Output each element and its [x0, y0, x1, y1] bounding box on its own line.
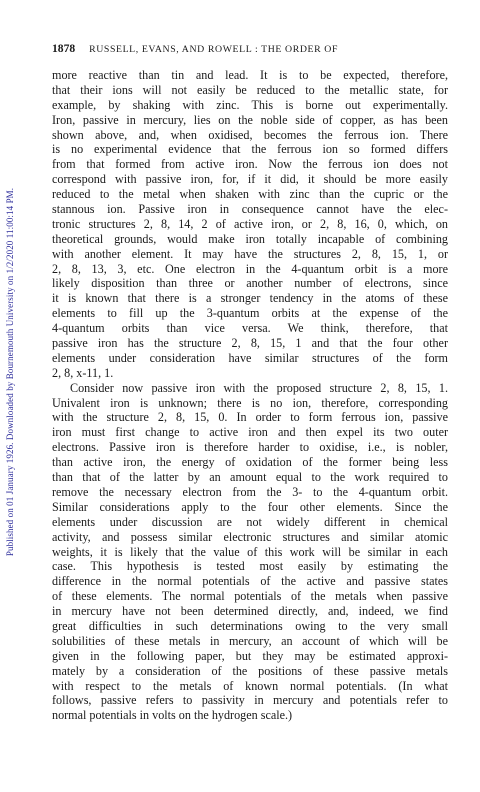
text-line: than that of the latter by an amount equal to the work required to [52, 470, 448, 485]
text-line: more reactive than tin and lead. It is to be expected, therefore, [52, 68, 448, 82]
text-line: Similar considerations apply to the four other elements. Since the [52, 499, 448, 514]
text-line: follows, passive refers to passivity in mercury and potentials refer to [52, 693, 448, 708]
text-line: 2, 8, 13, 3, etc. One electron in the 4-quantum orbit is a more [52, 261, 448, 276]
text-line: iron must first change to active iron and then expel its two outer [52, 425, 448, 440]
text-line: electrons. Passive iron is therefore harder to oxidise, i.e., is nobler, [52, 440, 448, 455]
text-line: with the structure 2, 8, 15, 0. In order to form ferrous ion, passive [52, 410, 448, 425]
text-line: passive iron has the structure 2, 8, 15, 1 and that the four other [52, 336, 448, 351]
text-line: mately by a consideration of the positions of these passive metals [52, 663, 448, 678]
text-line: case. This hypothesis is tested most easily by estimating the [52, 559, 448, 574]
text-line: 4-quantum orbits than vice versa. We think, therefore, that [52, 321, 448, 336]
text-line: likely disposition than three or another number of electrons, since [52, 276, 448, 291]
text-line: stannous ion. Passive iron in consequence cannot have the elec- [52, 202, 448, 217]
text-line: Iron, passive in mercury, lies on the noble side of copper, as has been [52, 112, 448, 127]
text-line: normal potentials in volts on the hydrogen scale.) [52, 708, 293, 723]
text-line: given in the following paper, but they may be estimated approxi- [52, 648, 448, 663]
text-line: weights, it is likely that the value of this work will be similar in each [52, 544, 448, 559]
text-line: example, by shaking with zinc. This is borne out experimentally. [52, 97, 448, 112]
text-line: solubilities of these metals in mercury, an account of which will be [52, 633, 448, 648]
download-watermark [3, 72, 18, 672]
text-line: that their ions will not easily be reduced to the metallic state, for [52, 82, 448, 97]
text-line: elements to fill up the 3-quantum orbits at the expense of the [52, 306, 448, 321]
text-line: elements under discussion are not widely different in chemical [52, 514, 448, 529]
text-line: shown above, and, when oxidised, becomes the ferrous ion. There [52, 127, 448, 142]
text-line: of these elements. The normal potentials of the metals when passive [52, 589, 448, 604]
text-line: Consider now passive iron with the proposed structure 2, 8, 15, 1. [70, 380, 448, 395]
text-line: difference in the normal potentials of the active and passive states [52, 574, 448, 589]
text-line: remove the necessary electron from the 3- to the 4-quantum orbit. [52, 484, 448, 499]
text-line: with another element. It may have the structures 2, 8, 15, 1, or [52, 246, 448, 261]
article-body [52, 68, 448, 723]
text-line: activity, and possess similar electronic structures and similar atomic [52, 529, 448, 544]
text-line: it is known that there is a stronger tendency in the atoms of these [52, 291, 448, 306]
running-title: RUSSELL, EVANS, AND ROWELL : THE ORDER OF [89, 44, 339, 55]
download-watermark-text: Published on 01 January 1926. Downloaded by Bournemouth University on 1/2/2020 11:00:14 PM. [5, 187, 15, 557]
text-line: tronic structures 2, 8, 14, 2 of active iron, or 2, 8, 16, 0, which, on [52, 216, 448, 231]
page-header [52, 42, 452, 58]
text-line: from that formed from active iron. Now the ferrous ion does not [52, 157, 448, 172]
text-line: Univalent iron is unknown; there is no ion, therefore, corresponding [52, 395, 448, 410]
text-line: great difficulties in such determinations owing to the very small [52, 618, 448, 633]
text-line: theoretical grounds, would make iron totally incapable of combining [52, 231, 448, 246]
page-number: 1878 [52, 42, 76, 55]
text-line: is no experimental evidence that the ferrous ion so formed differs [52, 142, 448, 157]
text-line: reduced to the metal when shaken with zinc than the cupric or the [52, 187, 448, 202]
text-line: elements under consideration have similar structures of the form [52, 350, 448, 365]
text-line: with respect to the metals of known normal potentials. (In what [52, 678, 448, 693]
text-line: correspond with passive iron, for, if it did, it should be more easily [52, 172, 448, 187]
text-line: in mercury have not been determined directly, and, indeed, we find [52, 604, 448, 619]
text-line: than active iron, the energy of oxidation of the former being less [52, 455, 448, 470]
text-line: 2, 8, x-11, 1. [52, 365, 114, 380]
